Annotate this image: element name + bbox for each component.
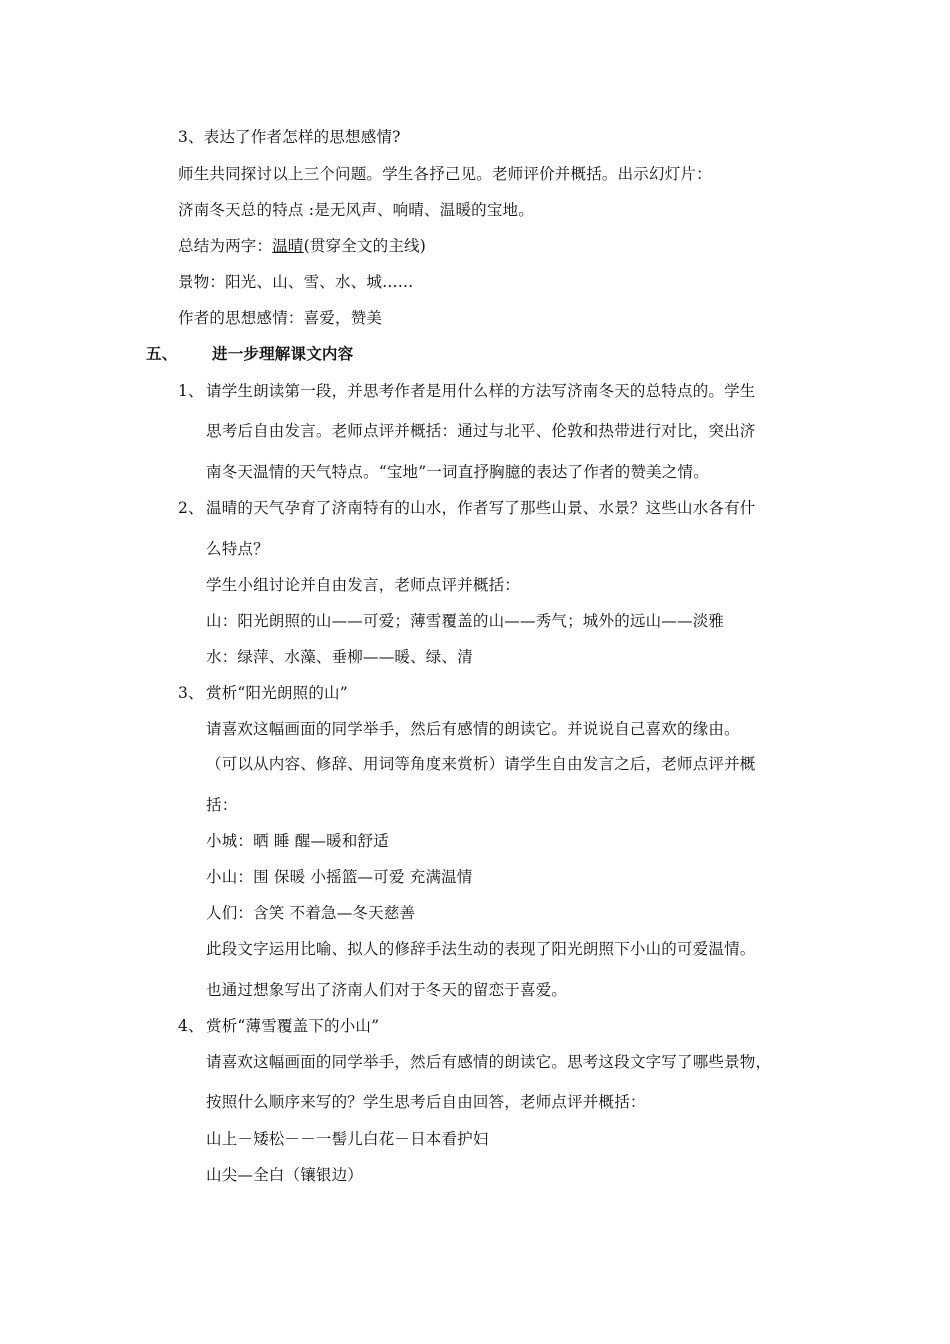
item-4-line: 按照什么顺序来写的？学生思考后自由回答，老师点评并概括： <box>206 1093 646 1111</box>
item-3-title: 赏析“阳光朗照的山” <box>206 684 348 702</box>
item-3-point: 小城：晒 睡 醒—暖和舒适 <box>206 832 389 850</box>
item-1-number: 1、 <box>178 382 204 400</box>
item-2-discussion: 学生小组讨论并自由发言，老师点评并概括： <box>206 576 521 594</box>
emotion-line: 作者的思想感情：喜爱，赞美 <box>178 309 383 327</box>
item-2-line: 温晴的天气孕育了济南特有的山水，作者写了那些山景、水景？这些山水各有什 <box>206 499 756 517</box>
summary-suffix: (贯穿全文的主线) <box>303 237 427 255</box>
discussion-line: 师生共同探讨以上三个问题。学生各抒己见。老师评价并概括。出示幻灯片： <box>178 165 712 183</box>
item-3-point: 人们：含笑 不着急—冬天慈善 <box>206 904 416 922</box>
item-1-line: 请学生朗读第一段，并思考作者是用什么样的方法写济南冬天的总特点的。学生 <box>206 382 756 400</box>
item-3-conclusion: 此段文字运用比喻、拟人的修辞手法生动的表现了阳光朗照下小山的可爱温情。 <box>206 940 756 958</box>
item-1-line: 南冬天温情的天气特点。“宝地”一词直抒胸臆的表达了作者的赞美之情。 <box>206 463 709 481</box>
item-4-point: 山尖—全白（镶银边） <box>206 1166 364 1184</box>
item-3-line: 请喜欢这幅画面的同学举手，然后有感情的朗读它。并说说自己喜欢的缘由。 <box>206 720 740 738</box>
feature-line: 济南冬天总的特点 :是无风声、响晴、温暖的宝地。 <box>178 201 534 219</box>
item-3-line: 括： <box>206 796 238 814</box>
summary-keyword: 温晴 <box>272 237 304 255</box>
item-4-title: 赏析“薄雪覆盖下的小山” <box>206 1017 380 1035</box>
section-5-number: 五、 <box>146 344 178 363</box>
item-2-water: 水：绿萍、水藻、垂柳——暖、绿、清 <box>206 648 473 666</box>
section-5-title: 进一步理解课文内容 <box>212 344 354 363</box>
item-2-line: 么特点？ <box>206 540 269 558</box>
summary-line <box>178 236 426 256</box>
summary-prefix: 总结为两字： <box>178 237 273 255</box>
item-2-mountain: 山：阳光朗照的山——可爱；薄雪覆盖的山——秀气；城外的远山——淡雅 <box>206 612 725 630</box>
item-4-line: 请喜欢这幅画面的同学举手，然后有感情的朗读它。思考这段文字写了哪些景物， <box>206 1053 772 1071</box>
item-3-conclusion: 也通过想象写出了济南人们对于冬天的留恋于喜爱。 <box>206 981 568 999</box>
item-1-line: 思考后自由发言。老师点评并概括：通过与北平、伦敦和热带进行对比，突出济 <box>206 422 756 440</box>
item-2-number: 2、 <box>178 499 204 517</box>
item-4-number: 4、 <box>178 1017 204 1035</box>
scenery-line: 景物：阳光、山、雪、水、城…… <box>178 273 414 291</box>
item-3-point: 小山：围 保暖 小摇篮—可爱 充满温情 <box>206 868 473 886</box>
item-3-number: 3、 <box>178 684 204 702</box>
item-4-point: 山上－矮松－－一髻儿白花－日本看护妇 <box>206 1130 489 1148</box>
item-3-line: （可以从内容、修辞、用词等角度来赏析）请学生自由发言之后，老师点评并概 <box>206 755 756 773</box>
question-3-line: 3、表达了作者怎样的思想感情? <box>178 128 401 146</box>
